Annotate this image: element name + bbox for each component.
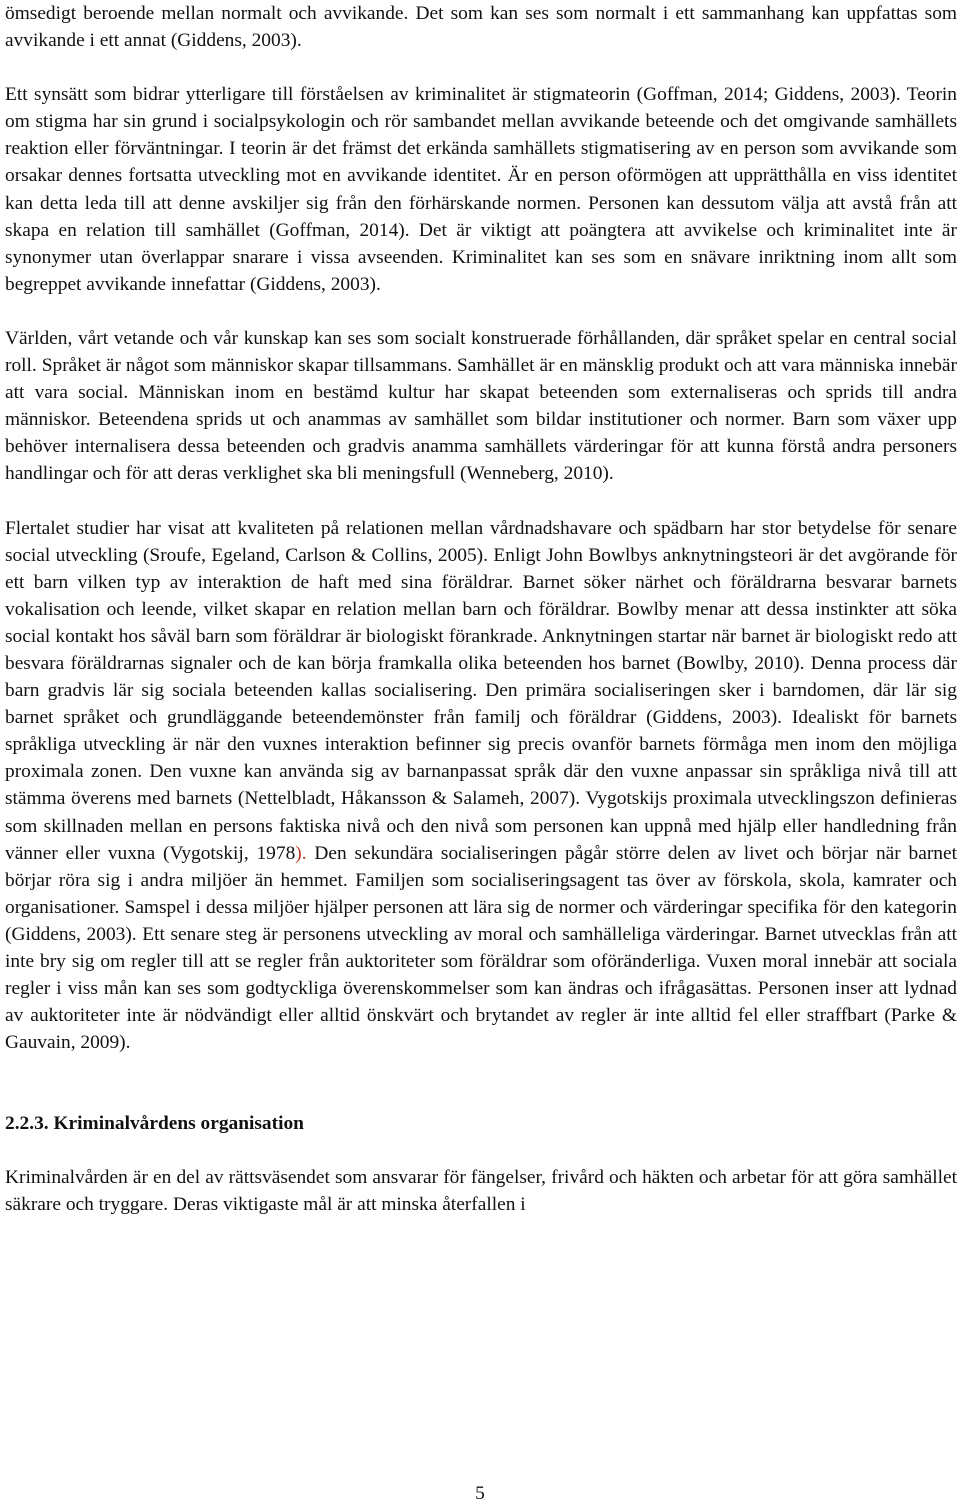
paragraph-4-text-a: Flertalet studier har visat att kvaliteten på relationen mellan vårdnadshavare och spädbarn har stor betydelse för senare social utveckling (Sroufe, Egeland, Carlson & Collins, 2005). Enligt John Bowlbys anknytningsteori är det avgörande för ett barn vilken typ av interaktion de haft med sina föräldrar. Barnet söker närhet och föräldrarna besvarar barnets vokalisation och leende, vilket skapar en relation mellan barn och föräldrar. Bowlby menar att dessa instinkter att söka social kontakt hos såväl barn som föräldrar är biologiskt förankrade. Anknytningen startar när barnet är biologiskt redo att besvara föräldrarnas signaler och de kan börja framkalla olika beteenden hos barnet (Bowlby, 2010). Denna process där barn gradvis lär sig sociala beteenden kallas socialisering. Den primära socialiseringen sker i barndomen, där lär sig barnet språket och grundläggande beteendemönster från familj och föräldrar (Giddens, 2003). Idealiskt för barnets språkliga utveckling är när den vuxnes interaktion befinner sig precis ovanför barnets förmåga men inom den möjliga proximala zonen. Den vuxne kan använda sig av barnanpassat språk där den vuxne anpassar sin språkliga nivå till att stämma överens med barnets (Nettelbladt, Håkansson & Salameh, 2007). Vygotskijs proximala utvecklingszon definieras som skillnaden mellan en persons faktiska nivå och den nivå som personen kan uppnå med hjälp eller handledning från vänner eller vuxna (Vygotskij, 1978 [5,517,957,864]
paragraph-gap [5,1137,957,1164]
paragraph-gap [5,298,957,325]
page-number: 5 [475,1483,485,1504]
paragraph-4-text-b: Den sekundära socialiseringen pågår större delen av livet och börjar när barnet börjar röra sig i andra miljöer än hemmet. Familjen som socialiseringsagent tas över av förskola, skola, kamrater och organisationer. Samspel i dessa miljöer hjälper personen att lära sig de normer och värderingar specifika för den kategorin (Giddens, 2003). Ett senare steg är personens utveckling av moral och samhälleliga värderingar. Barnet utvecklas från att inte bry sig om regler till att se regler från auktoriteter som föräldrar som oföränderliga. Vuxen moral innebär att sociala regler i viss mån kan ses som godtyckliga överenskommelser som kan ändras och ifrågasättas. Personen inser att lydnad av auktoriteter inte är nödvändigt eller alltid önskvärt och brytandet av regler är inte alltid fel eller straffbart (Parke & Gauvain, 2009). [5,842,957,1054]
paragraph-4 [5,515,957,1057]
paragraph-3: Världen, vårt vetande och vår kunskap kan ses som socialt konstruerade förhållanden, där språket spelar en central social roll. Språket är något som människor skapar tillsammans. Samhället är en mänsklig produkt och att vara människa innebär att vara social. Människan inom en bestämd kultur har skapat beteenden som externaliseras och sprids till andra människor. Beteendena sprids ut och anammas av samhället som bildar institutioner och normer. Barn som växer upp behöver internalisera dessa beteenden och gradvis anamma samhällets värderingar för att kunna förstå andra personers handlingar och för att deras verklighet ska bli meningsfull (Wenneberg, 2010). [5,327,957,485]
paragraph-5: Kriminalvården är en del av rättsväsendet som ansvarar för fängelser, frivård och häkten och arbetar för att göra samhället säkrare och tryggare. Deras viktigaste mål är att minska återfallen i [5,1167,957,1216]
section-gap [5,1056,957,1110]
document-page [5,0,957,1219]
paragraph-1: ömsedigt beroende mellan normalt och avvikande. Det som kan ses som normalt i ett sammanhang kan uppfattas som avvikande i ett annat (Giddens, 2003). [5,3,957,52]
citation-close-highlight: ). [295,842,307,864]
paragraph-gap [5,488,957,515]
section-heading: 2.2.3. Kriminalvårdens organisation [5,1113,304,1135]
paragraph-2: Ett synsätt som bidrar ytterligare till förståelsen av kriminalitet är stigmateorin (Goffman, 2014; Giddens, 2003). Teorin om stigma har sin grund i socialpsykologin och rör sambandet mellan avvikande beteende och det omgivande samhällets reaktion eller förväntningar. I teorin är det främst det erkända samhällets stigmatisering av en person som avvikande som orsakar dennes fortsatta utveckling mot en avvikande identitet. Är en person oförmögen att upprätthålla en viss identitet kan detta leda till att denne avskiljer sig från den förhärskande normen. Personen kan dessutom välja att avstå från att skapa en relation till samhället (Goffman, 2014). Det är viktigt att poängtera att avvikelse och kriminalitet inte är synonymer utan överlappar snarare i vissa avseenden. Kriminalitet kan ses som en snävare inriktning inom allt som begreppet avvikande innefattar (Giddens, 2003). [5,84,957,295]
paragraph-gap [5,54,957,81]
